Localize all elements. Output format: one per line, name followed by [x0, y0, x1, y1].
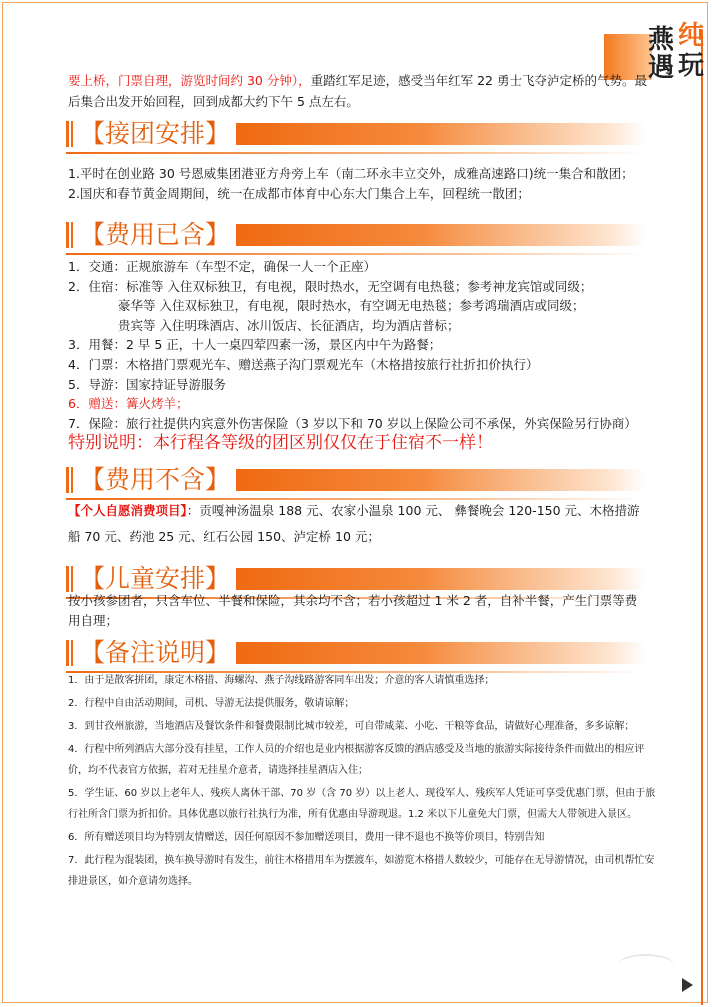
- intro-paragraph: [68, 70, 648, 112]
- list-item: 7．保险：旅行社提供内宾意外伤害保险（3 岁以下和 70 岁以上保险公司不承保，外宾保险另行协商）: [68, 415, 637, 431]
- list-item: 贵宾等 入住明珠酒店、冰川饭店、长征酒店，均为酒店普标；: [118, 317, 460, 333]
- list-item: 1.平时在创业路 30 号恩威集团港亚方舟旁上车（南二环永丰立交外，成雅高速路口)统一集合和散团；: [68, 166, 634, 181]
- header-gradient-bar: [236, 642, 646, 664]
- section-header-included: [66, 218, 646, 252]
- list-item: 4．门票：木格措门票观光车、赠送燕子沟门票观光车（木格措按旅行社折扣价执行）: [68, 356, 539, 372]
- section-header-excluded: [66, 463, 646, 497]
- included-list: [68, 257, 648, 433]
- children-text: 按小孩参团者，只含车位、半餐和保险，其余均不含；若小孩超过 1 米 2 者，自补半餐，产生门票等费用自理；: [68, 593, 638, 628]
- header-gradient-bar: [236, 469, 646, 491]
- list-item: 1．由于是散客拼团，康定木格措、海螺沟、燕子沟线路游客同车出发；介意的客人请慎重选择；: [68, 675, 495, 686]
- list-item: 3．到甘孜州旅游，当地酒店及餐饮条件和餐费限制比城市较差，可自带咸菜、小吃、干粮等食品，请做好心理准备，多多谅解；: [68, 721, 635, 732]
- list-item: 6．所有赠送项目均为特别友情赠送，因任何原因不参加赠送项目，费用一律不退也不换等价项目，特别告知: [68, 832, 545, 843]
- header-bars-icon: [66, 566, 74, 592]
- header-gradient-bar: [236, 568, 646, 590]
- header-underline: [66, 253, 646, 255]
- pickup-list: [68, 164, 648, 204]
- header-underline: [66, 152, 646, 154]
- header-gradient-bar: [236, 224, 646, 246]
- section-title: 【儿童安排】: [80, 564, 231, 593]
- logo-char-3: 遇: [648, 53, 675, 83]
- list-item: 4．行程中所列酒店大部分没有挂星，工作人员的介绍也是业内根据游客反馈的酒店感受及当地的旅游实际接待条件而做出的相应评价，均不代表官方依据，若对无挂星介意者，请选择挂星酒店入住；: [68, 744, 645, 776]
- list-item: 2.国庆和春节黄金周期间，统一在成都市体育中心东大门集合上车，回程统一散团；: [68, 186, 530, 201]
- list-item: 2．行程中自由活动期间，司机、导游无法提供服务，敬请谅解；: [68, 698, 355, 709]
- list-item: 1．交通：正规旅游车（车型不定，确保一人一个正座）: [68, 259, 376, 274]
- header-bars-icon: [66, 222, 74, 248]
- section-header-pickup: [66, 117, 646, 151]
- header-bars-icon: [66, 121, 74, 147]
- right-edge-rule: [701, 30, 703, 1005]
- next-page-arrow-icon[interactable]: [682, 978, 693, 992]
- section-title: 【备注说明】: [80, 638, 231, 667]
- section-title: 【费用不含】: [80, 465, 231, 494]
- excluded-text: [68, 498, 648, 550]
- list-item: 3．用餐：2 早 5 正，十人一桌四荤四素一汤，景区内中午为路餐；: [68, 337, 442, 353]
- list-item: 7．此行程为混装团，换车换导游时有发生，前往木格措用车为摆渡车，如游览木格措人数较少，可能存在无导游情况，由司机帮忙安排进景区，如介意请勿选择。: [68, 855, 655, 887]
- list-item: 5．导游：国家持证导游服务: [68, 376, 226, 392]
- intro-red-text: 要上桥，门票自理，游览时间约 30 分钟），: [68, 73, 311, 88]
- section-title: 【费用已含】: [80, 220, 231, 249]
- logo-char-4: 玩: [678, 51, 705, 81]
- special-note: 特别说明：本行程各等级的团区别仅仅在于住宿不一样！: [68, 433, 493, 453]
- header-gradient-bar: [236, 123, 646, 145]
- list-item: 2．住宿：标准等 入住双标独卫，有电视，限时热水，无空调有电热毯；参考神龙宾馆或同级；: [68, 278, 593, 294]
- excluded-label: 【个人自愿消费项目】: [68, 503, 187, 518]
- brand-logo: [604, 10, 708, 83]
- section-title: 【接团安排】: [80, 119, 231, 148]
- section-header-notes: [66, 636, 646, 670]
- logo-char-2: 纯: [678, 21, 705, 51]
- list-item: 豪华等 入住双标独卫，有电视，限时热水，有空调无电热毯；参考鸿瑞酒店或同级；: [118, 298, 585, 314]
- header-bars-icon: [66, 467, 74, 493]
- header-bars-icon: [66, 640, 74, 666]
- intro-rest-text: 重踏红军足迹，感受当年红军 22 勇士飞夺泸定桥的气势。最后集合出发开始回程，回到成都大约下午 5 点左右。: [68, 73, 647, 109]
- excluded-items: ：贡嘎神汤温泉 188 元、农家小温泉 100 元、 彝餐晚会 120-150 元、木格措游船 70 元、药池 25 元、红石公园 150、泸定桥 10 元；: [68, 503, 640, 544]
- list-item: 5．学生证、60 岁以上老年人、残疾人离休干部、70 岁（含 70 岁）以上老人、现役军人、残疾军人凭证可享受优惠门票，但由于旅行社所含门票为折扣价。具体优惠以旅行社执行为准，所有优惠由导游现退。1.2 米以下儿童免大门票，但需大人带领进入景区。: [68, 788, 656, 820]
- notes-list: [68, 670, 658, 894]
- watermark-logo-icon: [608, 950, 682, 990]
- list-item-gift: 6．赠送：篝火烤羊；: [68, 396, 189, 412]
- logo-char-1: 燕: [648, 25, 675, 55]
